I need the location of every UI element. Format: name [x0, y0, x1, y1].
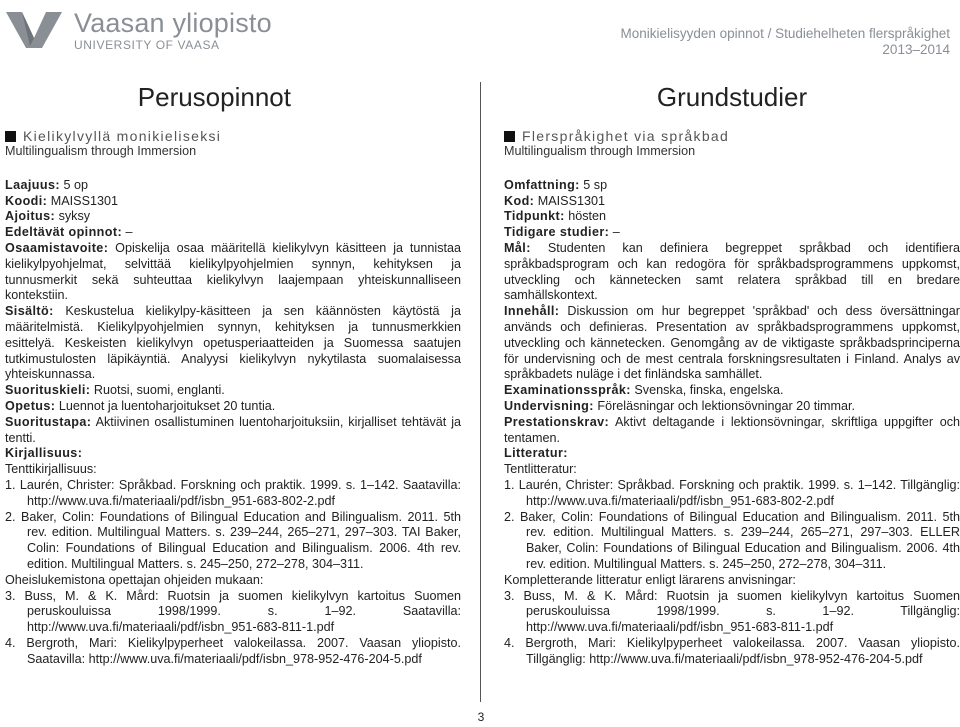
left-column [5, 82, 461, 668]
right-section-subtitle: Multilingualism through Immersion [504, 144, 696, 158]
logo-name: Vaasan yliopisto [74, 8, 272, 38]
meta-line: Laajuus: 5 op [5, 177, 88, 192]
content-description: Innehåll: Diskussion om hur begreppet 'språkbad' och dess översättningar används och definieras. Presentation av språkbadsprogrammens uppkomst, utveckling och kännetecken. Genomgång av de viktigaste språkbadsprinciperna för undervisning och de mest centrala forskningsresultaten i Finland. Analys av språkbadets nuläge i det finländska samhället. [504, 304, 960, 382]
list-item: 4. Bergroth, Mari: Kielikylpyperheet valokeilassa. 2007. Vaasan yliopisto. Saatavilla: http://www.uva.fi/materiaali/pdf/isbn_978-952-476-204-5.pdf [5, 635, 461, 666]
supplementary-heading: Oheislukemistona opettajan ohjeiden mukaan: [5, 572, 264, 587]
right-column [504, 82, 960, 668]
language-line: Examinationsspråk: Svenska, finska, engelska. [504, 383, 784, 398]
literature-subheading: Tenttikirjallisuus: [5, 462, 97, 477]
literature-heading: Litteratur: [504, 446, 568, 461]
right-meta [504, 178, 960, 241]
completion-line: Prestationskrav: Aktivt deltagande i lektionsövningar, skriftliga uppgifter och tentamen. [504, 414, 960, 445]
list-item: 4. Bergroth, Mari: Kielikylpyperheet valokeilassa. 2007. Vaasan yliopisto. Tillgänglig: http://www.uva.fi/materiaali/pdf/isbn_978-952-476-204-5.pdf [504, 635, 960, 666]
teaching-line: Opetus: Luennot ja luentoharjoitukset 20 tuntia. [5, 398, 276, 413]
page-number: 3 [477, 710, 485, 724]
content-description: Sisältö: Keskustelua kielikylpy-käsitteen ja sen käännösten käytöstä ja määritelmistä. Kielikylpyohjelmien synnyn, kehityksen ja tunnusmerkkien esittelyä. Keskeisten kielikylvyn opetusperiaatteiden ja Suomessa saatujen tutkimustulosten läpikäyntiä. Analyysi kielikylvyn nykytilasta suomalaisessa yhteiskunnassa. [5, 304, 461, 382]
square-bullet-icon [5, 131, 16, 142]
meta-line: Kod: MAISS1301 [504, 193, 605, 208]
column-divider [480, 82, 481, 702]
list-item: 3. Buss, M. & K. Mård: Ruotsin ja suomen kielikylvyn kartoitus Suomen peruskouluissa 1998/1999. s. 1–92. Saatavilla: http://www.uva.fi/materiaali/pdf/isbn_951-683-811-1.pdf [5, 588, 461, 635]
reference-list [5, 478, 461, 573]
university-logo [2, 8, 272, 52]
meta-line: Edeltävät opinnot: – [5, 225, 133, 240]
square-bullet-icon [504, 131, 515, 142]
right-column-title: Grundstudier [656, 82, 808, 112]
meta-line: Tidpunkt: hösten [504, 209, 607, 224]
list-item: 2. Baker, Colin: Foundations of Bilingual Education and Bilingualism. 2011. 5th rev. edition. Multilingual Matters. s. 239–244, 265–271, 297–303. TAI Baker, Colin: Foundations of Bilingual Education and Bilingualism. 2006. 4th rev. edition. Multilingual Matters. s. 245–250, 272–278, 304–311. [5, 509, 461, 571]
list-item: 1. Laurén, Christer: Språkbad. Forskning och praktik. 1999. s. 1–142. Saatavilla: http://www.uva.fi/materiaali/pdf/isbn_951-683-802-2.pdf [5, 477, 461, 508]
meta-line: Omfattning: 5 sp [504, 177, 608, 192]
list-item: 2. Baker, Colin: Foundations of Bilingual Education and Bilingualism. 2011. 5th rev. edition. Multilingual Matters. s. 239–244, 265–271, 297–303. ELLER Baker, Colin: Foundations of Bilingual Education and Bilingualism. 2006. 4th rev. edition. Multilingual Matters. s. 245–250, 272–278, 304–311. [504, 509, 960, 571]
left-section-heading: Kielikylvyllä monikieliseksi [5, 128, 461, 144]
literature-subheading: Tentlitteratur: [504, 462, 577, 477]
completion-line: Suoritustapa: Aktiivinen osallistuminen luentoharjoituksiin, kirjalliset tehtävät ja tentti. [5, 414, 461, 445]
left-meta [5, 178, 461, 241]
supplementary-heading: Kompletterande litteratur enligt lärarens anvisningar: [504, 572, 796, 587]
meta-line: Tidigare studier: – [504, 225, 620, 240]
supplementary-list [504, 589, 960, 668]
reference-list [504, 478, 960, 573]
logo-subtitle: UNIVERSITY OF VAASA [74, 38, 220, 52]
language-line: Suorituskieli: Ruotsi, suomi, englanti. [5, 383, 225, 398]
list-item: 1. Laurén, Christer: Språkbad. Forskning och praktik. 1999. s. 1–142. Tillgänglig: http://www.uva.fi/materiaali/pdf/isbn_951-683-802-2.pdf [504, 477, 960, 508]
left-section-subtitle: Multilingualism through Immersion [5, 144, 197, 158]
learning-outcome: Mål: Studenten kan definiera begreppet språkbad och identifiera språkbadsprogram och kan redogöra för språkbadsprogrammens uppkomst, utveckling och kännetecken samt relatera språkbad till en bredare samhällskontext. [504, 240, 960, 303]
right-section-heading: Flerspråkighet via språkbad [504, 128, 960, 144]
list-item: 3. Buss, M. & K. Mård: Ruotsin ja suomen kielikylvyn kartoitus Suomen peruskouluissa 1998/1999. s. 1–92. Tillgänglig: http://www.uva.fi/materiaali/pdf/isbn_951-683-811-1.pdf [504, 588, 960, 635]
teaching-line: Undervisning: Föreläsningar och lektionsövningar 20 timmar. [504, 398, 855, 413]
literature-heading: Kirjallisuus: [5, 446, 83, 461]
meta-line: Ajoitus: syksy [5, 209, 91, 224]
learning-outcome: Osaamistavoite: Opiskelija osaa määritellä kielikylvyn käsitteen ja tunnistaa kielikylpyohjelmat, selvittää kielikylpyohjelmien synnyn, kehityksen ja tunnusmerkit sekä suhteuttaa kielikylvyn laajempaan yhteiskunnalliseen kontekstiin. [5, 240, 461, 303]
supplementary-list [5, 589, 461, 668]
logo-mark-icon [2, 8, 66, 50]
header-title: Monikielisyyden opinnot / Studiehelheten flerspråkighet [620, 26, 950, 41]
meta-line: Koodi: MAISS1301 [5, 193, 118, 208]
left-column-title: Perusopinnot [137, 82, 291, 112]
header-year: 2013–2014 [882, 42, 950, 57]
running-header [621, 26, 950, 58]
